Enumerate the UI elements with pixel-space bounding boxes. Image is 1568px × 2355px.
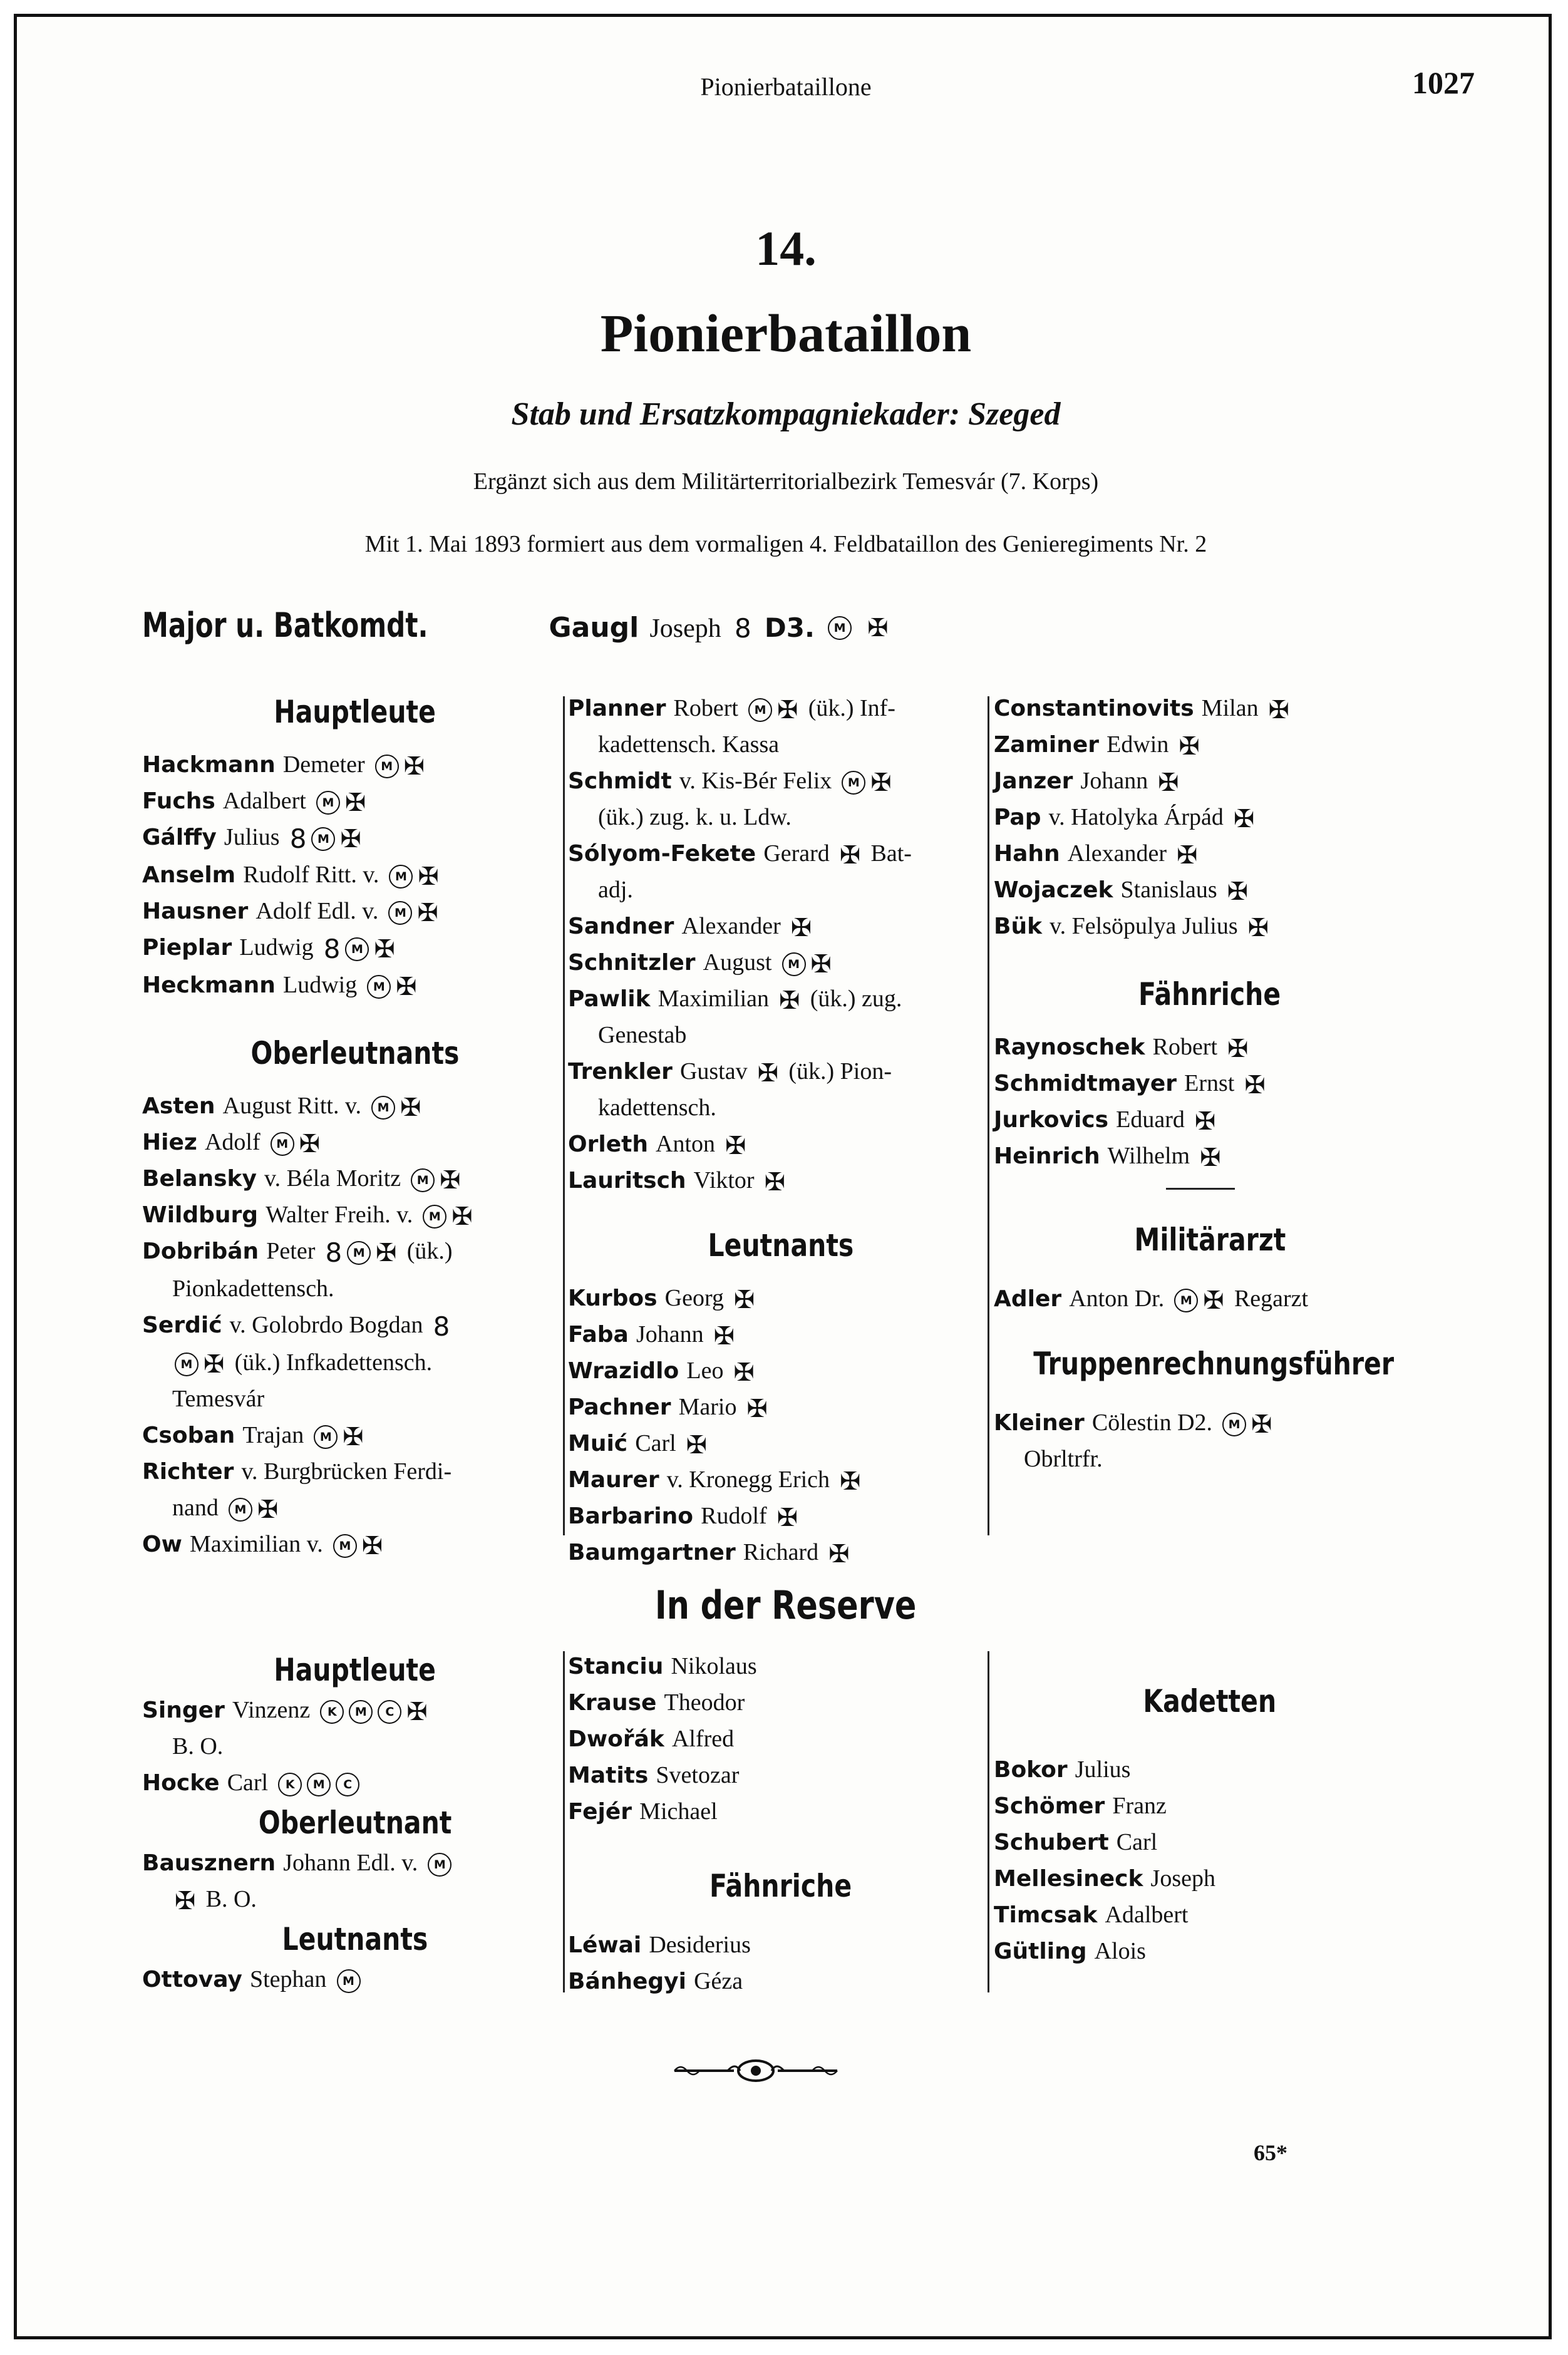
cross-icon: ✠	[403, 751, 425, 781]
cross-icon: ✠	[790, 913, 812, 942]
c-medal-icon: C	[336, 1773, 359, 1796]
recruiting-note: Ergänzt sich aus dem Militärterritorialbezirk Temesvár (7. Korps)	[473, 468, 1099, 495]
cross-icon: ✠	[204, 1349, 225, 1379]
medal-icon: M	[337, 1969, 361, 1993]
list-item: Pieplar Ludwig 8 M ✠	[142, 929, 568, 967]
list-item: Heinrich Wilhelm ✠	[994, 1143, 1221, 1172]
reserve-leutnants-heading: Leutnants	[282, 1921, 428, 1957]
list-item: Stanciu Nikolaus	[568, 1653, 757, 1679]
cross-icon: ✠	[757, 1058, 779, 1088]
list-item: Orleth Anton ✠	[568, 1131, 746, 1160]
cross-icon: ✠	[440, 1165, 461, 1195]
leutnants-heading: Leutnants	[708, 1227, 854, 1264]
list-item-continuation: Genestab	[598, 1022, 687, 1048]
list-item-continuation: B. O.	[172, 1733, 224, 1760]
list-item: Fejér Michael	[568, 1798, 718, 1825]
cross-icon: ✠	[344, 788, 366, 817]
cross-icon: ✠	[810, 949, 832, 979]
hauptleute-heading: Hauptleute	[274, 694, 436, 730]
cross-icon: ✠	[1244, 1070, 1266, 1100]
knot-icon: 8	[433, 1311, 450, 1342]
list-item: Pap v. Hatolyka Árpád ✠	[994, 804, 1255, 833]
knot-icon: 8	[289, 823, 307, 854]
list-item: Timcsak Adalbert	[994, 1902, 1189, 1928]
cross-icon: ✠	[1247, 913, 1269, 942]
cross-icon: ✠	[1177, 840, 1198, 870]
list-item: Bánhegyi Géza	[568, 1968, 743, 1994]
k-medal-icon: K	[320, 1700, 344, 1724]
list-item: Maurer v. Kronegg Erich ✠	[568, 1466, 861, 1496]
cross-icon: ✠	[1227, 877, 1249, 906]
ornament-divider-icon	[662, 2055, 850, 2086]
list-item: Hackmann Demeter M ✠	[142, 751, 425, 781]
cross-icon: ✠	[776, 1503, 798, 1532]
cross-icon: ✠	[376, 1238, 397, 1267]
medal-icon: M	[423, 1205, 446, 1229]
list-item: Baumgartner Richard ✠	[568, 1539, 850, 1569]
medal-icon: M	[333, 1534, 357, 1558]
reserve-column-3	[994, 1648, 1426, 1969]
cross-icon: ✠	[839, 840, 861, 870]
truppen-heading: Truppenrechnungsführer	[1033, 1346, 1395, 1382]
cross-icon: ✠	[1179, 731, 1200, 761]
kadetten-heading: Kadetten	[1143, 1683, 1277, 1719]
cross-icon: ✠	[343, 1422, 364, 1451]
list-item: Sandner Alexander ✠	[568, 913, 812, 942]
cross-icon: ✠	[1203, 1286, 1224, 1315]
active-column-1	[142, 690, 568, 1562]
list-item: Faba Johann ✠	[568, 1321, 735, 1351]
active-column-3	[994, 690, 1426, 1477]
list-item: Heckmann Ludwig M ✠	[142, 972, 417, 1001]
list-item: Lauritsch Viktor ✠	[568, 1167, 786, 1197]
cross-icon: ✠	[299, 1129, 321, 1158]
cross-icon: ✠	[764, 1167, 786, 1197]
cross-icon: ✠	[418, 862, 439, 891]
list-item: Serdić v. Golobrdo Bogdan 8	[142, 1307, 568, 1344]
list-item: Hocke Carl K M C	[142, 1765, 568, 1801]
medal-icon: M	[782, 952, 806, 976]
document-page	[14, 14, 1552, 2339]
commander-first-name: Joseph	[649, 614, 721, 643]
list-item: Wrazidlo Leo ✠	[568, 1358, 755, 1387]
list-item: Hahn Alexander ✠	[994, 840, 1198, 870]
cross-icon: ✠	[686, 1430, 708, 1460]
cross-icon: ✠	[374, 934, 395, 964]
list-item: Pachner Mario ✠	[568, 1394, 768, 1423]
cross-icon: ✠	[175, 1886, 196, 1915]
knot-icon: 8	[323, 934, 341, 964]
reserve-oberleutnant-heading: Oberleutnant	[258, 1805, 452, 1841]
section-subtitle: Stab und Ersatzkompagniekader: Szeged	[511, 396, 1061, 432]
cross-icon: ✠	[828, 1539, 850, 1569]
list-item: Muić Carl ✠	[568, 1430, 708, 1460]
list-item: Fuchs Adalbert M ✠	[142, 788, 366, 817]
list-item: Schubert Carl	[994, 1829, 1158, 1855]
list-item-continuation: Temesvár	[172, 1386, 265, 1412]
medal-icon: M	[345, 937, 369, 961]
list-item: Kurbos Georg ✠	[568, 1285, 755, 1314]
cross-icon: ✠	[1251, 1409, 1272, 1439]
cross-icon: ✠	[361, 1531, 383, 1560]
list-item: Schnitzler August M ✠	[568, 949, 832, 979]
medal-icon: M	[1222, 1413, 1246, 1436]
list-item-continuation: Obrltrfr.	[1024, 1446, 1103, 1472]
separator	[994, 1174, 1426, 1199]
list-item-continuation: ✠ B. O.	[175, 1886, 257, 1915]
section-number: 14.	[755, 221, 817, 276]
cross-icon: ✠	[406, 1697, 428, 1726]
list-item: Bük v. Felsöpulya Julius ✠	[994, 913, 1269, 942]
reserve-hauptleute-heading: Hauptleute	[274, 1652, 436, 1688]
list-item: Anselm Rudolf Ritt. v. M ✠	[142, 862, 439, 891]
cross-icon: ✠	[1268, 695, 1290, 724]
list-item: Adler Anton Dr. M ✠ Regarzt	[994, 1286, 1309, 1315]
list-item: Pawlik Maximilian ✠ (ük.) zug.	[568, 986, 902, 1015]
reserve-column-2	[568, 1648, 994, 1999]
medal-icon: M	[375, 755, 399, 778]
cross-icon: ✠	[733, 1358, 755, 1387]
list-item: Mellesineck Joseph	[994, 1865, 1215, 1892]
list-item: Raynoschek Robert ✠	[994, 1034, 1249, 1063]
list-item-continuation: nand M ✠	[172, 1495, 279, 1524]
commander-line	[142, 605, 891, 645]
list-item: Barbarino Rudolf ✠	[568, 1503, 798, 1532]
reserve-column-1	[142, 1648, 568, 1997]
oberleutnants-heading: Oberleutnants	[250, 1035, 460, 1071]
medal-icon: M	[367, 975, 391, 999]
medal-icon: M	[271, 1132, 294, 1156]
knot-icon: 8	[325, 1237, 343, 1268]
list-item: Dwořák Alfred	[568, 1726, 735, 1752]
list-item: Belansky v. Béla Moritz M ✠	[142, 1165, 461, 1195]
list-item: Hiez Adolf M ✠	[142, 1129, 321, 1158]
cross-icon: ✠	[777, 695, 798, 724]
reserve-faehnriche-heading: Fähnriche	[709, 1868, 852, 1904]
list-item: Singer Vinzenz K M C ✠	[142, 1697, 428, 1726]
medal-icon: M	[389, 865, 413, 889]
k-medal-icon: K	[278, 1773, 302, 1796]
list-item: Bausznern Johann Edl. v. M	[142, 1845, 568, 1881]
list-item-continuation: adj.	[598, 877, 633, 903]
knot-icon: 8	[734, 612, 751, 644]
list-item: Schmidt v. Kis-Bér Felix M ✠	[568, 768, 892, 797]
medal-icon: M	[316, 791, 340, 815]
running-title: Pionierbataillone	[700, 73, 872, 101]
list-item: Schmidtmayer Ernst ✠	[994, 1070, 1266, 1100]
list-item: Gütling Alois	[994, 1938, 1146, 1964]
c-medal-icon: C	[378, 1700, 401, 1724]
list-item: Dobribán Peter 8 M ✠ (ük.)	[142, 1233, 568, 1270]
cross-icon: ✠	[1227, 1034, 1249, 1063]
faehnriche-heading: Fähnriche	[1138, 976, 1281, 1013]
formation-note: Mit 1. Mai 1893 formiert aus dem vormaligen 4. Feldbataillon des Genieregiments Nr. 2	[364, 531, 1207, 557]
list-item: Matits Svetozar	[568, 1762, 740, 1788]
militaerarzt-heading: Militärarzt	[1134, 1222, 1286, 1258]
list-item: Schömer Franz	[994, 1793, 1167, 1819]
section-title: Pionierbataillon	[600, 303, 972, 363]
medal-icon: M	[388, 901, 412, 925]
cross-icon: ✠	[400, 1093, 421, 1122]
list-item: Janzer Johann ✠	[994, 768, 1179, 797]
cross-icon: ✠	[840, 1466, 861, 1496]
medal-icon: M	[311, 827, 335, 851]
cross-icon: ✠	[725, 1131, 746, 1160]
cross-icon: ✠	[1158, 768, 1179, 797]
list-item: Ottovay Stephan M	[142, 1961, 568, 1997]
cross-icon: ✠	[1233, 804, 1255, 833]
list-item: Ow Maximilian v. M ✠	[142, 1531, 383, 1560]
list-item: Planner Robert M ✠ (ük.) Inf-	[568, 695, 895, 724]
list-item-continuation: kadettensch. Kassa	[598, 731, 780, 758]
list-item-continuation: (ük.) zug. k. u. Ldw.	[598, 804, 792, 830]
list-item: Richter v. Burgbrücken Ferdi-	[142, 1458, 452, 1485]
cross-icon: ✠	[340, 824, 361, 853]
list-item: Krause Theodor	[568, 1689, 745, 1716]
medal-icon: M	[842, 771, 865, 795]
reserve-heading: In der Reserve	[655, 1582, 917, 1628]
cross-icon: ✠	[417, 898, 438, 927]
list-item: Bokor Julius	[994, 1756, 1131, 1783]
list-item: Sólyom-Fekete Gerard ✠ Bat-	[568, 840, 912, 870]
cross-icon: ✠	[257, 1495, 279, 1524]
list-item: Constantinovits Milan ✠	[994, 695, 1290, 724]
list-item: Csoban Trajan M ✠	[142, 1422, 364, 1451]
medal-icon: M	[307, 1773, 331, 1796]
list-item: Asten August Ritt. v. M ✠	[142, 1093, 421, 1122]
list-item-continuation: M ✠ (ük.) Infkadettensch.	[142, 1344, 568, 1381]
medal-icon: M	[411, 1168, 435, 1192]
list-item: Zaminer Edwin ✠	[994, 731, 1200, 761]
cross-icon: ✠	[713, 1321, 735, 1351]
medal-icon: M	[347, 1241, 371, 1265]
list-item: Kleiner Cölestin D2. M ✠	[994, 1409, 1272, 1439]
medal-icon: M	[349, 1700, 373, 1724]
signature-mark: 65*	[1254, 2140, 1287, 2165]
cross-icon: ✠	[746, 1394, 768, 1423]
list-item: Trenkler Gustav ✠ (ük.) Pion-	[568, 1058, 892, 1088]
cross-icon: ✠	[396, 972, 417, 1001]
commander-decoration: D3.	[764, 612, 815, 643]
medal-icon: M	[748, 698, 772, 722]
list-item: Léwai Desiderius	[568, 1932, 751, 1958]
list-item: Wojaczek Stanislaus ✠	[994, 877, 1249, 906]
medal-icon: M	[428, 1853, 451, 1877]
cross-icon: ✠	[734, 1285, 755, 1314]
active-column-2	[568, 690, 994, 1570]
cross-icon: ✠	[870, 768, 892, 797]
list-item: Hausner Adolf Edl. v. M ✠	[142, 898, 438, 927]
cross-icon: ✠	[1200, 1143, 1221, 1172]
cross-icon: ✠	[779, 986, 800, 1015]
cross-icon: ✠	[1194, 1106, 1216, 1136]
medal-icon: M	[314, 1425, 338, 1449]
page-number: 1027	[1412, 65, 1475, 100]
commander-last-name: Gaugl	[549, 612, 639, 644]
medal-icon: M	[1174, 1289, 1198, 1312]
commander-rank: Major u. Batkomdt.	[142, 605, 428, 645]
cross-icon: ✠	[451, 1202, 473, 1231]
list-item: Jurkovics Eduard ✠	[994, 1106, 1216, 1136]
medal-icon: M	[175, 1353, 199, 1376]
medal-icon: M	[229, 1498, 252, 1522]
medal-icon: M	[828, 616, 852, 640]
list-item-continuation: kadettensch.	[598, 1095, 716, 1121]
cross-icon: ✠	[867, 614, 889, 642]
medal-icon: M	[371, 1096, 395, 1120]
list-item: Wildburg Walter Freih. v. M ✠	[142, 1202, 473, 1231]
list-item: Gálffy Julius 8 M ✠	[142, 819, 568, 857]
list-item-continuation: Pionkadettensch.	[172, 1275, 334, 1302]
